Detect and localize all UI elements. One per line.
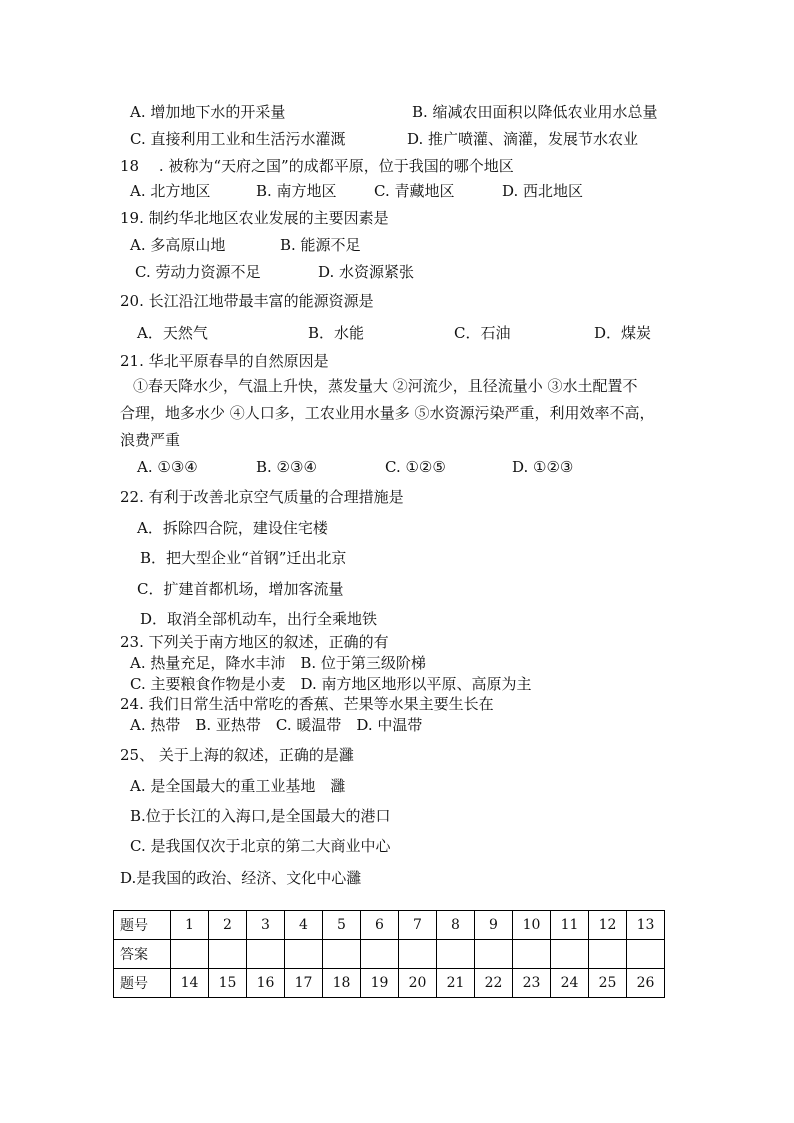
text-line: B.位于长江的入海口,是全国最大的港口 bbox=[130, 807, 391, 825]
text-line: B. 能源不足 bbox=[280, 236, 361, 254]
text-line: C. 直接利用工业和生活污水灌溉 bbox=[130, 130, 346, 148]
answer-cell[interactable] bbox=[551, 940, 589, 969]
question-number-cell: 23 bbox=[513, 969, 551, 998]
text-line: D. 推广喷灌、滴灌，发展节水农业 bbox=[407, 130, 639, 148]
answer-cell[interactable] bbox=[323, 940, 361, 969]
answer-cell[interactable] bbox=[361, 940, 399, 969]
text-line: 21. 华北平原春旱的自然原因是 bbox=[120, 352, 329, 370]
question-number-cell: 18 bbox=[323, 969, 361, 998]
answer-cell[interactable] bbox=[399, 940, 437, 969]
text-line: 合理，地多水少 ④人口多，工农业用水量多 ⑤水资源污染严重，利用效率不高， bbox=[120, 404, 655, 422]
text-line: 19. 制约华北地区农业发展的主要因素是 bbox=[120, 209, 389, 227]
answer-cell[interactable] bbox=[285, 940, 323, 969]
text-line: A. 热量充足，降水丰沛 B. 位于第三级阶梯 bbox=[130, 654, 426, 672]
question-number-cell: 15 bbox=[209, 969, 247, 998]
text-line: A. ①③④ bbox=[137, 458, 198, 476]
question-number-cell: 9 bbox=[475, 911, 513, 940]
question-number-cell: 22 bbox=[475, 969, 513, 998]
text-line: A. 热带 B. 亚热带 C. 暖温带 D. 中温带 bbox=[130, 716, 423, 734]
question-number-cell: 12 bbox=[589, 911, 627, 940]
question-number-cell: 11 bbox=[551, 911, 589, 940]
text-line: B．水能 bbox=[308, 324, 365, 342]
question-number-cell: 19 bbox=[361, 969, 399, 998]
question-number-cell: 6 bbox=[361, 911, 399, 940]
text-line: C. 青藏地区 bbox=[374, 182, 455, 200]
text-line: A. 是全国最大的重工业基地 灉 bbox=[130, 777, 346, 795]
text-line: 20. 长江沿江地带最丰富的能源资源是 bbox=[120, 292, 374, 310]
text-line: D.是我国的政治、经济、文化中心灉 bbox=[120, 869, 362, 887]
question-number-cell: 17 bbox=[285, 969, 323, 998]
answer-cell[interactable] bbox=[209, 940, 247, 969]
question-number-cell: 4 bbox=[285, 911, 323, 940]
table-row bbox=[114, 911, 665, 940]
answer-cell[interactable] bbox=[589, 940, 627, 969]
answer-cell[interactable] bbox=[437, 940, 475, 969]
row-header: 题号 bbox=[114, 969, 171, 998]
table-row bbox=[114, 940, 665, 969]
text-line: D. 西北地区 bbox=[502, 182, 584, 200]
answer-table bbox=[113, 910, 665, 998]
text-line: 18 . 被称为“天府之国”的成都平原，位于我国的哪个地区 bbox=[120, 157, 514, 175]
text-line: A. 多高原山地 bbox=[130, 236, 226, 254]
text-line: 24. 我们日常生活中常吃的香蕉、芒果等水果主要生长在 bbox=[120, 695, 494, 713]
text-line: B．把大型企业“首钢”迁出北京 bbox=[140, 549, 347, 567]
question-number-cell: 16 bbox=[247, 969, 285, 998]
text-line: C．扩建首都机场，增加客流量 bbox=[137, 580, 344, 598]
text-line: D. ①②③ bbox=[512, 458, 574, 476]
text-line: D．煤炭 bbox=[594, 324, 652, 342]
row-header: 题号 bbox=[114, 911, 171, 940]
table-row bbox=[114, 969, 665, 998]
question-number-cell: 7 bbox=[399, 911, 437, 940]
text-line: C. 劳动力资源不足 bbox=[135, 263, 261, 281]
question-number-cell: 21 bbox=[437, 969, 475, 998]
text-line: D．取消全部机动车，出行全乘地铁 bbox=[140, 610, 378, 628]
question-number-cell: 2 bbox=[209, 911, 247, 940]
text-line: 浪费严重 bbox=[120, 431, 181, 449]
text-line: ①春天降水少，气温上升快，蒸发量大 ②河流少，且径流量小 ③水土配置不 bbox=[133, 377, 638, 395]
text-line: D. 水资源紧张 bbox=[318, 263, 415, 281]
question-number-cell: 25 bbox=[589, 969, 627, 998]
question-number-cell: 8 bbox=[437, 911, 475, 940]
text-line: C．石油 bbox=[454, 324, 511, 342]
text-line: 22. 有利于改善北京空气质量的合理措施是 bbox=[120, 488, 404, 506]
question-number-cell: 26 bbox=[627, 969, 665, 998]
question-number-cell: 5 bbox=[323, 911, 361, 940]
text-line: C. ①②⑤ bbox=[385, 458, 446, 476]
answer-cell[interactable] bbox=[513, 940, 551, 969]
text-line: B. ②③④ bbox=[256, 458, 317, 476]
text-line: A．拆除四合院，建设住宅楼 bbox=[137, 519, 328, 537]
text-line: A. 北方地区 bbox=[130, 182, 211, 200]
text-line: B. 南方地区 bbox=[256, 182, 337, 200]
row-header: 答案 bbox=[114, 940, 171, 969]
text-line: B. 缩减农田面积以降低农业用水总量 bbox=[412, 103, 658, 121]
text-line: 25、 关于上海的叙述，正确的是灉 bbox=[120, 746, 354, 764]
text-line: A．天然气 bbox=[137, 324, 208, 342]
question-number-cell: 24 bbox=[551, 969, 589, 998]
text-line: A. 增加地下水的开采量 bbox=[130, 103, 286, 121]
text-line: C. 是我国仅次于北京的第二大商业中心 bbox=[130, 837, 391, 855]
answer-cell[interactable] bbox=[475, 940, 513, 969]
answer-cell[interactable] bbox=[627, 940, 665, 969]
question-number-cell: 3 bbox=[247, 911, 285, 940]
question-number-cell: 1 bbox=[171, 911, 209, 940]
answer-cell[interactable] bbox=[247, 940, 285, 969]
question-number-cell: 10 bbox=[513, 911, 551, 940]
question-number-cell: 13 bbox=[627, 911, 665, 940]
question-number-cell: 14 bbox=[171, 969, 209, 998]
answer-cell[interactable] bbox=[171, 940, 209, 969]
text-line: 23. 下列关于南方地区的叙述，正确的有 bbox=[120, 633, 389, 651]
text-line: C. 主要粮食作物是小麦 D. 南方地区地形以平原、高原为主 bbox=[130, 675, 532, 693]
question-number-cell: 20 bbox=[399, 969, 437, 998]
